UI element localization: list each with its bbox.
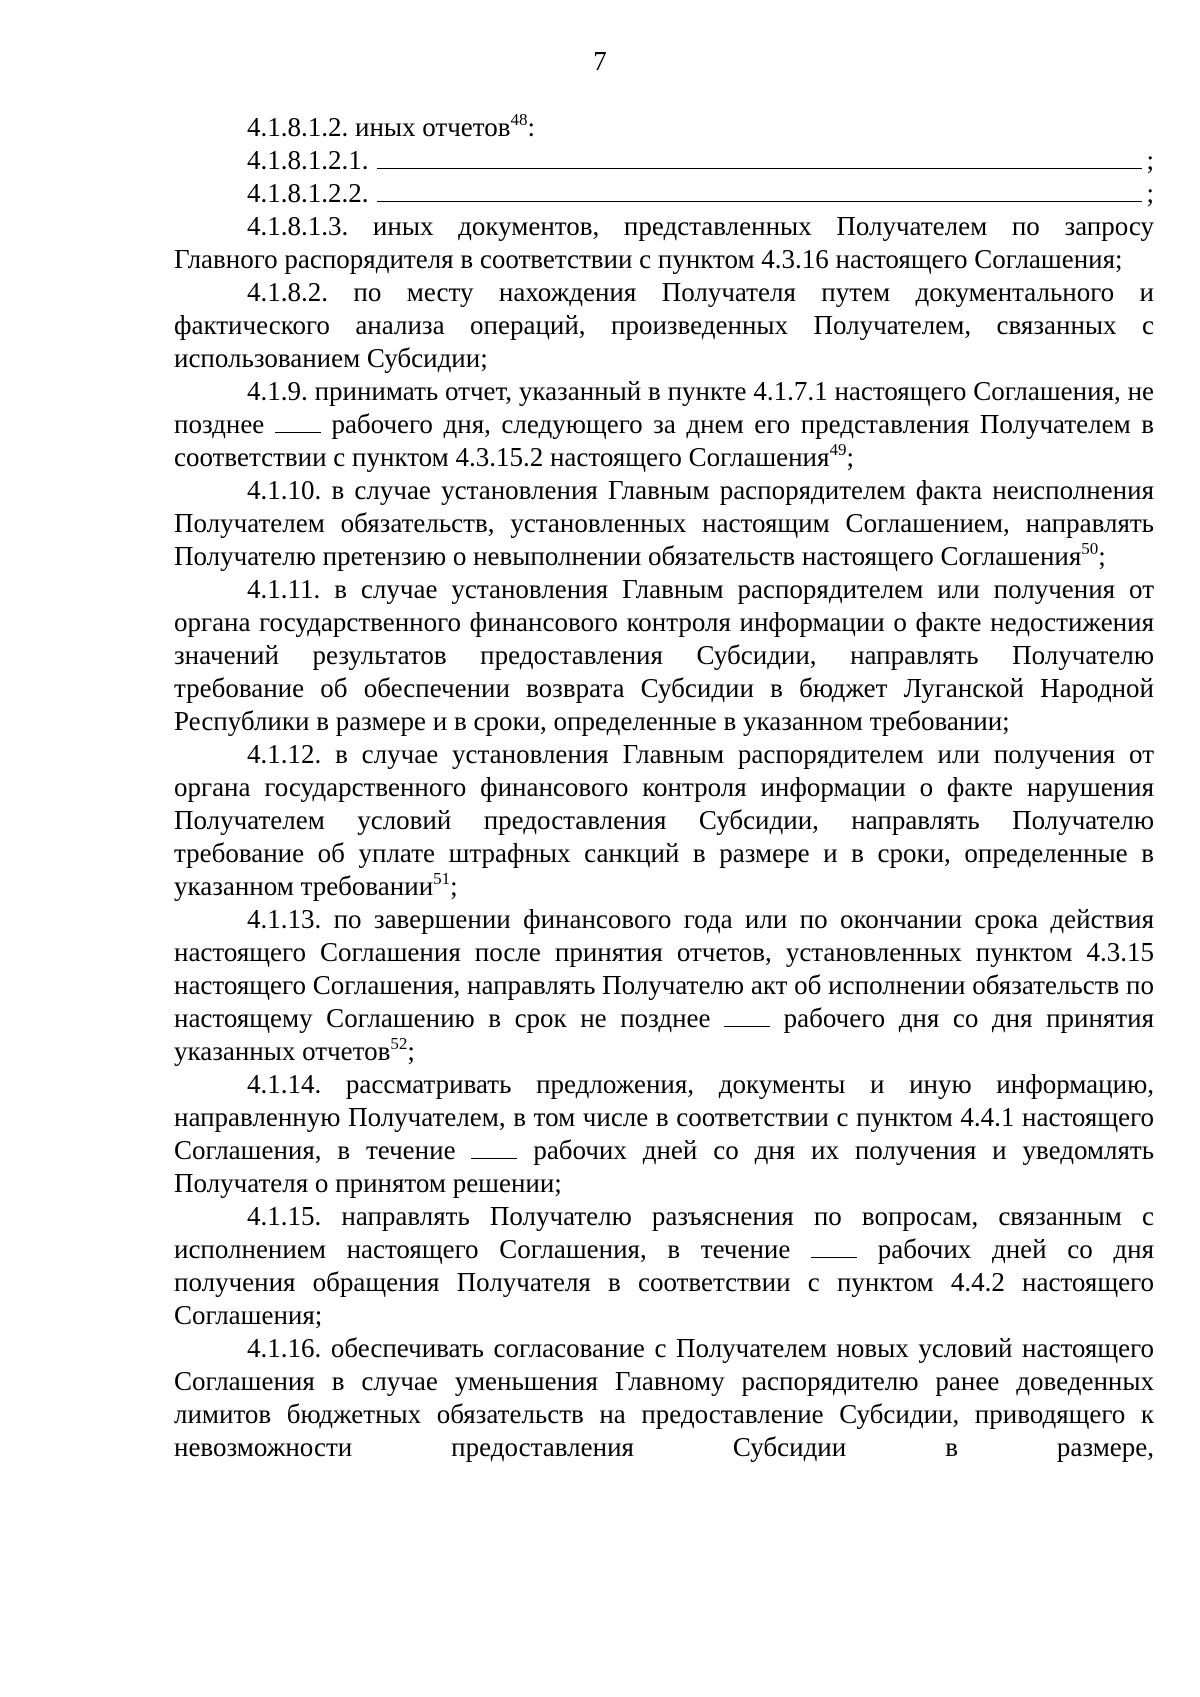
clause-text: 4.1.12. в случае установления Главным распорядителем или получения от органа государственного финансового контроля информации о факте нарушения Получателем условий предоставления Субсидии, направлять Получателю требование об уплате штрафных санкций в размере и в сроки, определенные в указанном требовании xyxy=(174,739,1154,901)
blank-fill-line xyxy=(377,177,1143,202)
clause-number: 4.1.8.1.2.2. xyxy=(247,178,369,208)
clause-text: 4.1.8.1.3. иных документов, представленных Получателем по запросу Главного распорядителя в соответствии с пунктом 4.3.16 настоящего Соглашения; xyxy=(174,211,1154,274)
clause-paragraph xyxy=(174,1200,1154,1332)
clause-text-before-blank: 4.1.13. по завершении финансового года или по окончании срока действия настоящего Соглашения после принятия отчетов, установленных пунктом 4.3.15 настоящего Соглашения, направлять Получателю акт об исполнении обязательств по настоящему Соглашению в срок не позднее xyxy=(174,904,1154,1033)
clause-paragraph xyxy=(174,1068,1154,1200)
footnote-reference: 51 xyxy=(433,869,451,888)
footnote-reference: 48 xyxy=(510,110,528,129)
clause-paragraph xyxy=(174,903,1154,1068)
clause-paragraph xyxy=(174,573,1154,738)
document-body xyxy=(174,111,1154,1464)
clause-text-after-blank: рабочих дней со дня их получения и уведомлять Получателя о принятом решении; xyxy=(174,1135,1155,1198)
clause-end-punctuation: ; xyxy=(846,442,854,472)
clause-paragraph xyxy=(174,1332,1154,1464)
clause-text-before-blank: 4.1.9. принимать отчет, указанный в пункте 4.1.7.1 настоящего Соглашения, не позднее xyxy=(174,376,1154,439)
clause-paragraph xyxy=(174,276,1154,375)
clause-text: 4.1.8.2. по месту нахождения Получателя путем документального и фактического анализа операций, произведенных Получателем, связанных с использованием Субсидии; xyxy=(174,277,1154,373)
footnote-reference: 50 xyxy=(1081,539,1099,558)
footnote-reference: 49 xyxy=(829,440,847,459)
blank-fill-line xyxy=(377,144,1143,169)
clause-text: 4.1.10. в случае установления Главным распорядителем факта неисполнения Получателем обязательств, установленных настоящим Соглашением, направлять Получателю претензию о невыполнении обязательств настоящего Соглашения xyxy=(174,475,1154,571)
clause-end-punctuation: ; xyxy=(407,1036,415,1066)
clause-paragraph xyxy=(174,738,1154,903)
blank-day-count xyxy=(811,1235,857,1258)
footnote-reference: 52 xyxy=(390,1034,408,1053)
clause-end-punctuation: ; xyxy=(450,871,458,901)
blank-day-count xyxy=(724,1004,770,1027)
line-end-punctuation: ; xyxy=(1146,178,1154,208)
clause-paragraph xyxy=(174,375,1154,474)
fill-line-row xyxy=(174,144,1154,177)
clause-text-before-blank: 4.1.14. рассматривать предложения, документы и иную информацию, направленную Получателем, в том числе в соответствии с пунктом 4.4.1 настоящего Соглашения, в течение xyxy=(174,1069,1154,1165)
line-end-punctuation: ; xyxy=(1146,145,1154,175)
page-number: 7 xyxy=(593,46,607,76)
blank-day-count xyxy=(471,1136,517,1159)
clause-end-punctuation: ; xyxy=(1098,541,1106,571)
clause-paragraph xyxy=(174,210,1154,276)
clause-text-before-blank: 4.1.15. направлять Получателю разъяснения по вопросам, связанным с исполнением настоящего Соглашения, в течение xyxy=(174,1201,1154,1264)
clause-text-after-blank: рабочих дней со дня получения обращения Получателя в соответствии с пунктом 4.4.2 настоящего Соглашения; xyxy=(174,1234,1155,1330)
blank-day-count xyxy=(275,410,321,433)
clause-text: 4.1.16. обеспечивать согласование с Получателем новых условий настоящего Соглашения в случае уменьшения Главному распорядителю ранее доведенных лимитов бюджетных обязательств на предоставление Субсидии, приводящего к невозможности предоставления Субсидии в размере, xyxy=(174,1333,1154,1462)
clause-paragraph xyxy=(174,474,1154,573)
fill-line-row xyxy=(174,177,1154,210)
clause-number: 4.1.8.1.2.1. xyxy=(247,145,369,175)
clause-text: 4.1.11. в случае установления Главным распорядителем или получения от органа государственного финансового контроля информации о факте недостижения значений результатов предоставления Субсидии, направлять Получателю требование об обеспечении возврата Субсидии в бюджет Луганской Народной Республики в размере и в сроки, определенные в указанном требовании; xyxy=(174,574,1154,736)
clause-text: 4.1.8.1.2. иных отчетов xyxy=(247,112,511,142)
clause-text-after-blank: рабочего дня, следующего за днем его представления Получателем в соответствии с пунктом 4.3.15.2 настоящего Соглашения xyxy=(174,409,1154,472)
clause-end-punctuation: : xyxy=(527,112,536,142)
clause-heading xyxy=(174,111,1154,144)
clause-text-after-blank: рабочего дня со дня принятия указанных отчетов xyxy=(174,1003,1155,1066)
